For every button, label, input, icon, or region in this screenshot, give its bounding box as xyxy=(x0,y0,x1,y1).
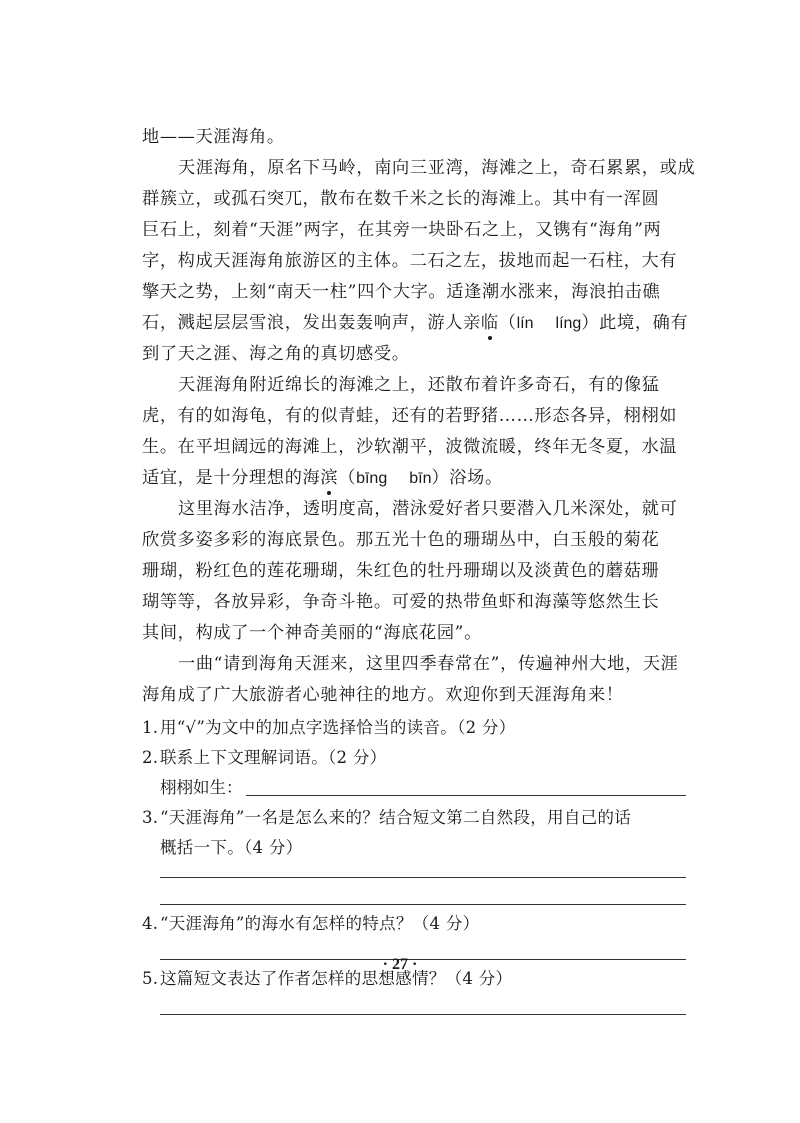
passage-line: 欣赏多姿多彩的海底景色。那五光十色的珊瑚丛中，白玉般的菊花 xyxy=(142,530,660,550)
paren-open: （ xyxy=(498,313,517,333)
passage-text: ）此境，确有 xyxy=(581,313,689,333)
passage-line: 生。在平坦阔远的海滩上，沙软潮平，波微流暖，终年无冬夏，水温 xyxy=(142,437,678,457)
answer-line-q3[interactable] xyxy=(160,904,686,905)
question-text: “天涯海角”一名是怎么来的？结合短文第二自然段，用自己的话 xyxy=(160,808,632,827)
answer-field-q2[interactable] xyxy=(142,773,688,803)
passage-line: 擎天之势，上刻“南天一柱”四个大字。适逢潮水涨来，海浪拍击礁 xyxy=(142,282,661,302)
passage-line: 一曲“请到海角天涯来，这里四季春常在”，传遍神州大地，天涯 xyxy=(178,654,679,674)
question-4 xyxy=(142,909,688,939)
question-1 xyxy=(142,713,688,743)
passage-line: 瑚等等，各放异彩，争奇斗艳。可爱的热带鱼虾和海藻等悠然生长 xyxy=(142,592,660,612)
question-2 xyxy=(142,743,688,773)
passage-line: 海角成了广大旅游者心驰神往的地方。欢迎你到天涯海角来！ xyxy=(142,685,624,705)
passage-line: 地——天涯海角。 xyxy=(142,127,285,147)
question-text: 联系上下文理解词语。（2 分） xyxy=(160,748,387,767)
question-number: 2. xyxy=(142,748,159,767)
pinyin-choice xyxy=(356,470,431,487)
passage-line: 天涯海角，原名下马岭，南向三亚湾，海滩之上，奇石累累，或成 xyxy=(178,158,696,178)
passage-line: 天涯海角附近绵长的海滩之上，还散布着许多奇石，有的像猛 xyxy=(178,375,660,395)
passage-text: ）浴场。 xyxy=(431,468,503,488)
pinyin-choice xyxy=(517,315,582,332)
passage-line: 到了天之涯、海之角的真切感受。 xyxy=(142,344,410,364)
passage-line: 这里海水洁净，透明度高，潜泳爱好者只要潜入几米深处，就可 xyxy=(178,499,678,519)
passage-line: 巨石上，刻着“天涯”两字，在其旁一块卧石之上，又镌有“海角”两 xyxy=(142,220,662,240)
pinyin-option-b[interactable]: bīn xyxy=(409,470,432,487)
worksheet-page xyxy=(142,122,696,1015)
answer-line-q5[interactable] xyxy=(160,1014,686,1015)
passage-line: 虎，有的如海龟，有的似青蛙，还有的若野猪……形态各异，栩栩如 xyxy=(142,406,678,426)
passage-text: 适宜，是十分理想的海 xyxy=(142,468,321,488)
paren-open: （ xyxy=(338,468,357,488)
passage-text: 石，溅起层层雪浪，发出轰轰响声，游人亲 xyxy=(142,313,481,333)
question-number: 3. xyxy=(142,808,159,827)
answer-underline[interactable] xyxy=(246,795,686,796)
pinyin-option-a[interactable]: bīng xyxy=(356,470,388,487)
question-3 xyxy=(142,803,688,833)
answer-line-q3[interactable] xyxy=(160,877,686,878)
question-number: 5. xyxy=(142,969,159,988)
page-number: · 27 · xyxy=(382,956,418,973)
passage-line: 其间，构成了一个神奇美丽的“海底花园”。 xyxy=(142,623,482,643)
pinyin-option-b[interactable]: líng xyxy=(555,315,582,332)
passage-line-with-pinyin xyxy=(142,308,688,339)
question-text: “天涯海角”的海水有怎样的特点？（4 分） xyxy=(160,914,480,933)
dotted-character: 临 xyxy=(481,308,499,339)
passage-line: 群簇立，或孤石突兀，散布在数千米之长的海滩上。其中有一浑圆 xyxy=(142,189,660,209)
question-text-continued: 概括一下。（4 分） xyxy=(160,838,303,857)
question-number: 1. xyxy=(142,718,159,737)
question-number: 4. xyxy=(142,914,159,933)
passage-line: 珊瑚，粉红色的莲花珊瑚，朱红色的牡丹珊瑚以及淡黄色的蘑菇珊 xyxy=(142,561,660,581)
dotted-character: 滨 xyxy=(320,463,338,494)
passage-line-with-pinyin xyxy=(142,463,688,494)
pinyin-option-a[interactable]: lín xyxy=(516,315,534,332)
question-text: 这篇短文表达了作者怎样的思想感情？（4 分） xyxy=(160,969,513,988)
question-text: 用“√”为文中的加点字选择恰当的读音。（2 分） xyxy=(160,718,516,737)
term-label: 栩栩如生： xyxy=(160,778,243,797)
passage-line: 字，构成天涯海角旅游区的主体。二石之左，拔地而起一石柱，大有 xyxy=(142,251,678,271)
